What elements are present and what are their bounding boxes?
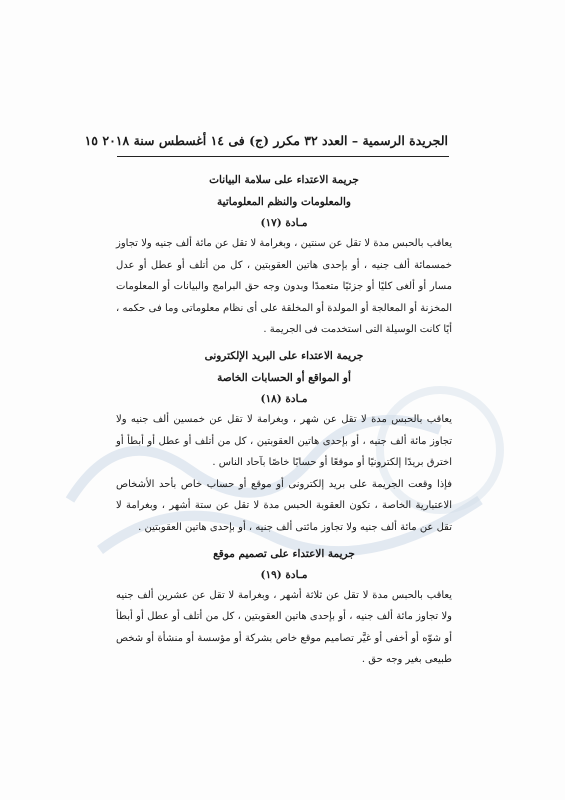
header-divider — [117, 156, 449, 157]
section-article-19 — [116, 543, 452, 671]
section-article-17 — [116, 169, 452, 341]
document-body — [116, 165, 452, 671]
article-paragraph: يعاقب بالحبس مدة لا تقل عن سنتين ، وبغرامة لا تقل عن مائة ألف جنيه ولا تجاوز خمسمائة ألف جنيه ، أو بإحدى هاتين العقوبتين ، كل من أتلف أو عطل أو عدل مسار أو ألغى كليًا أو جزئيًا متعمدًا وبدون وجه حق البرامج والبيانات أو المعلومات المخزنة أو المعالجة أو المولدة أو المخلقة على أى نظام معلوماتى وما فى حكمه ، أيًا كانت الوسيلة التى استخدمت فى الجريمة . — [116, 238, 452, 336]
article-number: مـادة (١٧) — [260, 217, 308, 229]
section-heading: جريمة الاعتداء على سلامة البيانات — [209, 174, 359, 186]
section-heading: أو المواقع أو الحسابات الخاصة — [217, 371, 351, 384]
section-heading: جريمة الاعتداء على البريد الإلكترونى — [204, 349, 364, 362]
section-article-18 — [116, 345, 452, 539]
article-paragraph: فإذا وقعت الجريمة على بريد إلكترونى أو موقع أو حساب خاص بأحد الأشخاص الاعتبارية الخاصة ، تكون العقوبة الحبس مدة لا تقل عن ستة أشهر ، وبغرامة لا تقل عن مائة ألف جنيه ولا تجاوز مائتى ألف جنيه ، أو بإحدى هاتين العقوبتين . — [116, 478, 452, 533]
article-paragraph: يعاقب بالحبس مدة لا تقل عن ثلاثة أشهر ، وبغرامة لا تقل عن عشرين ألف جنيه ولا تجاوز مائة ألف جنيه ، أو بإحدى هاتين العقوبتين ، كل من أتلف أو عطل أو أبطأ أو شوّه أو أخفى أو غيَّر تصاميم موقع خاص بشركة أو مؤسسة أو منشأة أو شخص طبيعى بغير وجه حق . — [116, 589, 452, 666]
article-number: مـادة (١٨) — [260, 392, 308, 405]
article-paragraph: يعاقب بالحبس مدة لا تقل عن شهر ، وبغرامة لا تقل عن خمسين ألف جنيه ولا تجاوز مائة ألف جنيه ، أو بإحدى هاتين العقوبتين ، كل من أتلف أو عطل أو أبطأ أو اخترق بريدًا إلكترونيًا أو موقعًا أو حسابًا خاصًا بآحاد الناس . — [116, 413, 452, 469]
section-heading: جريمة الاعتداء على تصميم موقع — [213, 547, 355, 560]
section-heading: والمعلومات والنظم المعلوماتية — [217, 196, 351, 208]
gazette-header: الجريدة الرسمية – العدد ٣٢ مكرر (ج) فى ١٤ أغسطس سنة ٢٠١٨ ١٥ — [84, 133, 448, 148]
article-number: مـادة (١٩) — [260, 568, 308, 581]
